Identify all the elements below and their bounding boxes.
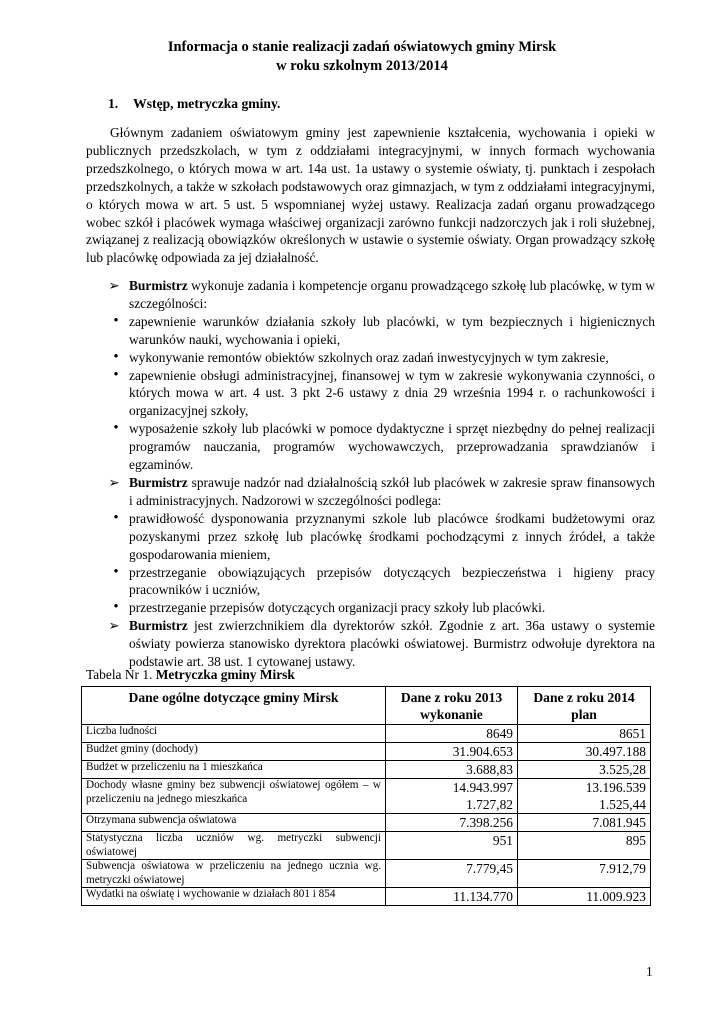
list-item-text: wyposażenie szkoły lub placówki w pomoce dydaktyczne i sprzęt niezbędny do pełnej realizacji programów nauczania, programów wychowawczych, przeprowadzania sprawdzianów i egzaminów. <box>129 421 655 473</box>
bullet-icon: • <box>113 348 119 365</box>
list-item <box>86 277 655 313</box>
table-cell-value: 8651 <box>518 725 651 743</box>
table-row <box>82 779 651 814</box>
table-caption <box>86 667 295 683</box>
table-row <box>82 761 651 779</box>
list-item-text: przestrzeganie obowiązujących przepisów dotyczących bezpieczeństwa i higieny pracy pracowników i uczniów, <box>129 564 655 598</box>
list-item-text: zapewnienie warunków działania szkoły lub placówki, w tym bezpiecznych i higienicznych warunków nauki, wychowania i opieki, <box>129 313 655 347</box>
table-value-line: 14.943.997 <box>452 780 513 795</box>
list-item <box>86 349 655 367</box>
title-line-1: Informacja o stanie realizacji zadań oświatowych gminy Mirsk <box>167 39 557 55</box>
intro-paragraph <box>86 124 655 267</box>
table-cell-value: 951 <box>386 832 518 860</box>
table-cell-label: Dochody własne gminy bez subwencji oświatowej ogółem – w przeliczeniu na jednego mieszkańca <box>82 779 386 814</box>
table-cell-label: Wydatki na oświatę i wychowanie w działach 801 i 854 <box>82 888 386 906</box>
table-cell-value: 895 <box>518 832 651 860</box>
list-bold-label: Burmistrz <box>129 474 188 490</box>
table-header-cell: Dane ogólne dotyczące gminy Mirsk <box>82 687 386 725</box>
table-row <box>82 743 651 761</box>
list-item-text: wykonywanie remontów obiektów szkolnych oraz zadań inwestycyjnych w tym zakresie, <box>129 349 609 365</box>
list-bold-label: Burmistrz <box>129 278 188 293</box>
list-item <box>86 617 655 671</box>
list-item <box>86 313 655 349</box>
table-cell-value: 31.904.653 <box>386 743 518 761</box>
table-cell-value: 7.398.256 <box>386 814 518 832</box>
arrow-bullet-icon: ➢ <box>108 618 120 634</box>
list-item-text: przestrzeganie przepisów dotyczących organizacji pracy szkoły lub placówki. <box>129 600 546 616</box>
table-row <box>82 888 651 906</box>
document-title <box>0 38 724 76</box>
table-cell-label: Budżet w przeliczeniu na 1 mieszkańca <box>82 761 386 779</box>
table-cell-value <box>518 779 651 814</box>
table-caption-title: Metryczka gminy Mirsk <box>155 667 295 682</box>
table-cell-value: 8649 <box>386 725 518 743</box>
duties-list <box>86 277 655 671</box>
intro-text: Głównym zadaniem oświatowym gminy jest zapewnienie kształcenia, wychowania i opieki w publicznych przedszkolach, w tym z oddziałami integracyjnymi, w innych formach wychowania przedszkolnego, o których mowa w art. 14a ust. 1a ustawy o systemie oświaty, tj. punktach i zespołach przedszkolnych, a także w szkołach podstawowych oraz gimnazjach, w tym z oddziałami integracyjnymi, o których mowa w art. 5 ust. 5 wspomnianej wyżej ustawy. Realizacja zadań organu prowadzącego wobec szkół i placówek wymaga właściwej organizacji zarówno funkcji nadzorczych jak i roli służebnej, związanej z realizacją obowiązków określonych w ustawie o systemie oświaty. Organ prowadzący szkołę lub placówkę odpowiada za jej działalność. <box>86 125 655 266</box>
section-heading <box>108 96 280 112</box>
table-cell-value: 7.081.945 <box>518 814 651 832</box>
list-item-text: sprawuje nadzór nad działalnością szkół lub placówek w zakresie spraw finansowych i administracyjnych. Nadzorowi w szczególności podlega: <box>129 474 655 508</box>
list-bold-label: Burmistrz <box>129 618 188 634</box>
table-cell-value: 7.912,79 <box>518 860 651 888</box>
table-cell-label: Subwencja oświatowa w przeliczeniu na jednego ucznia wg. metryczki oświatowej <box>82 860 386 888</box>
table-value-line: 1.727,82 <box>466 797 513 812</box>
list-item-text: wykonuje zadania i kompetencje organu prowadzącego szkołę lub placówkę, w tym w szczególności: <box>129 278 655 311</box>
list-item <box>86 564 655 600</box>
table-cell-value: 3.525,28 <box>518 761 651 779</box>
section-number: 1. <box>108 96 119 111</box>
table-cell-label: Budżet gminy (dochody) <box>82 743 386 761</box>
list-item <box>86 599 655 617</box>
title-line-2: w roku szkolnym 2013/2014 <box>276 58 448 74</box>
table-caption-prefix: Tabela Nr 1. <box>86 667 156 682</box>
section-title: Wstęp, metryczka gminy. <box>133 96 281 111</box>
list-item-text: jest zwierzchnikiem dla dyrektorów szkół. Zgodnie z art. 36a ustawy o systemie oświaty powierza stanowisko dyrektora placówki oświatowej. Burmistrz odwołuje dyrektora na podstawie art. 38 ust. 1 cytowanej ustawy. <box>129 618 655 670</box>
bullet-icon: • <box>113 599 119 616</box>
table-cell-value: 11.134.770 <box>386 888 518 906</box>
list-item-text: prawidłowość dysponowania przyznanymi szkole lub placówce środkami budżetowymi oraz pozyskanymi przez szkołę lub placówkę środkami pochodzącymi z innych źródeł, a także gospodarowania mieniem, <box>129 510 655 562</box>
table-row <box>82 725 651 743</box>
list-item <box>86 474 655 510</box>
table-cell-label: Statystyczna liczba uczniów wg. metryczki subwencji oświatowej <box>82 832 386 860</box>
table-cell-value: 11.009.923 <box>518 888 651 906</box>
page-number: 1 <box>646 964 653 979</box>
bullet-icon: • <box>113 563 119 580</box>
list-item <box>86 420 655 474</box>
table-header-cell: Dane z roku 2014 plan <box>518 687 651 725</box>
metrics-table <box>81 686 651 906</box>
list-item <box>86 367 655 421</box>
bullet-icon: • <box>113 366 119 383</box>
table-value-line: 1.525,44 <box>599 797 646 812</box>
arrow-bullet-icon: ➢ <box>108 278 120 293</box>
table-row <box>82 814 651 832</box>
table-cell-value <box>386 779 518 814</box>
table-cell-label: Liczba ludności <box>82 725 386 743</box>
bullet-icon: • <box>113 312 119 329</box>
table-row <box>82 832 651 860</box>
table-cell-value: 7.779,45 <box>386 860 518 888</box>
arrow-bullet-icon: ➢ <box>108 474 120 490</box>
table-cell-value: 3.688,83 <box>386 761 518 779</box>
table-header-row <box>82 687 651 725</box>
bullet-icon: • <box>113 420 119 437</box>
table-value-line: 13.196.539 <box>585 780 646 795</box>
list-item <box>86 510 655 564</box>
list-item-text: zapewnienie obsługi administracyjnej, finansowej w tym w zakresie wykonywania czynności, o których mowa w art. 4 ust. 3 pkt 2-6 ustawy z dnia 29 września 1994 r. o rachunkowości i organizacyjnej szkoły, <box>129 367 655 419</box>
table-cell-value: 30.497.188 <box>518 743 651 761</box>
table-cell-label: Otrzymana subwencja oświatowa <box>82 814 386 832</box>
table-row <box>82 860 651 888</box>
table-header-cell: Dane z roku 2013 wykonanie <box>386 687 518 725</box>
bullet-icon: • <box>113 509 119 526</box>
